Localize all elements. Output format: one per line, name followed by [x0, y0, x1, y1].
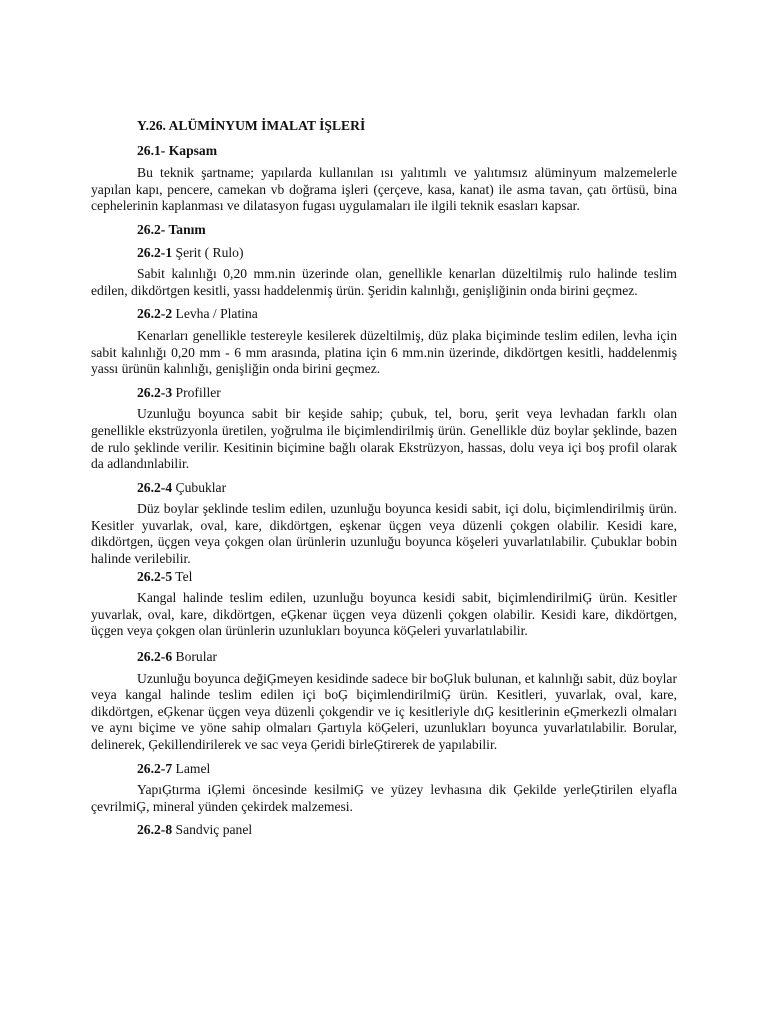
paragraph-borular: Uzunluğu boyunca değiĢmeyen kesidinde sadece bir boĢluk bulunan, et kalınlığı sabit, düz boylar veya kangal halinde teslim edilen içi boĢ biçimlendirilmiĢ ürün. Kesitleri, yuvarlak, oval, kare, dikdörtgen, eĢkenar üçgen veya düzenli çokgendir ve iç kesitleriyle dıĢ kesitlerinin eĢmerkezli olmaları ve aynı biçime ve yöne sahip olmaları Ģartıyla köĢeleri, uzunlukları boyunca yuvarlatılabilir. Borular, delinerek, Ģekillendirilerek ve sac veya Ģeridi birleĢtirerek de yapılabilir.	[91, 670, 677, 752]
subsection-number: 26.2-2	[137, 306, 173, 322]
subsection-heading-sandvic-panel	[91, 822, 677, 839]
subsection-number: 26.2-8	[137, 822, 173, 838]
paragraph-lamel: YapıĢtırma iĢlemi öncesinde kesilmiĢ ve yüzey levhasına dik Ģekilde yerleĢtirilen elyafla çevrilmiĢ, mineral yünden çekirdek malzemesi.	[91, 782, 677, 814]
subsection-number: 26.2-6	[137, 649, 173, 665]
paragraph-cubuklar: Düz boylar şeklinde teslim edilen, uzunluğu boyunca kesidi sabit, içi dolu, biçimlendirilmiş ürün. Kesitler yuvarlak, oval, kare, dikdörtgen, eşkenar üçgen veya düzenli çokgen olabilir. Kesidi kare, dikdörtgen, üçgen veya çokgen olan ürünlerin uzunluğu boyunca köşeleri yuvarlatılabilir. Çubuklar bobin halinde verilebilir.	[91, 501, 677, 567]
section-heading-kapsam: 26.1- Kapsam	[137, 142, 218, 158]
section-heading-tanim: 26.2- Tanım	[137, 221, 206, 237]
subsection-name: Lamel	[175, 760, 211, 776]
subsection-name: Çubuklar	[175, 479, 227, 495]
subsection-number: 26.2-1	[137, 244, 173, 260]
paragraph-levha: Kenarları genellikle testereyle kesilerek düzeltilmiş, düz plaka biçiminde teslim edilen, levha için sabit kalınlığı 0,20 mm - 6 mm arasında, platina için 6 mm.nin üzerinde, dikdörtgen kesitli, haddelenmiş yassı ürünün kalınlığı, genişliğin onda birini geçmez.	[91, 327, 677, 377]
subsection-number: 26.2-4	[137, 479, 173, 495]
paragraph-profiller: Uzunluğu boyunca sabit bir keşide sahip; çubuk, tel, boru, şerit veya levhadan farklı olan genellikle ekstrüzyonla üretilen, yoğrulma ile biçimlendirilmiş ürün. Genellikle düz boylar şeklinde, bazen de rulo şeklinde verilir. Kesitinin biçimine bağlı olarak Ekstrüzyon, hassas, dolu veya içi boş profil olarak da adlandınlabilir.	[91, 406, 677, 472]
paragraph-serit: Sabit kalınlığı 0,20 mm.nin üzerinde olan, genellikle kenarlan düzeltilmiş rulo halinde teslim edilen, dikdörtgen kesitli, yassı haddelenmiş ürün. Şeridin kalınlığı, genişliğinin onda birini geçmez.	[91, 266, 677, 298]
document-body	[91, 118, 677, 844]
subsection-name: Tel	[175, 568, 193, 584]
subsection-heading-tel	[91, 569, 677, 586]
subsection-heading-profiller	[91, 385, 677, 402]
subsection-heading-cubuklar	[91, 480, 677, 497]
subsection-heading-levha	[91, 306, 677, 323]
subsection-name: Profiller	[175, 384, 221, 400]
paragraph-tel: Kangal halinde teslim edilen, uzunluğu boyunca kesidi sabit, biçimlendirilmiĢ ürün. Kesitler yuvarlak, oval, kare, dikdörtgen, eĢkenar üçgen veya düzenli çokgen olabilir. Kesidi kare, dikdörtgen, üçgen veya çokgen olan ürünlerin uzunlukları boyunca köĢeleri yuvarlatılabilir.	[91, 590, 677, 639]
subsection-name: Şerit ( Rulo)	[175, 244, 244, 260]
document-title: Y.26. ALÜMİNYUM İMALAT İŞLERİ	[137, 118, 366, 133]
subsection-number: 26.2-3	[137, 384, 173, 400]
paragraph-kapsam: Bu teknik şartname; yapılarda kullanılan ısı yalıtımlı ve yalıtımsız alüminyum malzemelerle yapılan kapı, pencere, camekan vb doğrama işleri (çerçeve, kasa, kanat) ile asma tavan, çatı örtüsü, bina cephelerinin kaplanması ve dilatasyon fugası uygulamaları ile ilgili teknik esasları kapsar.	[91, 165, 677, 214]
subsection-name: Levha / Platina	[175, 306, 258, 322]
subsection-heading-lamel	[91, 761, 677, 778]
subsection-name: Borular	[175, 649, 218, 665]
subsection-heading-serit	[91, 245, 677, 262]
subsection-number: 26.2-7	[137, 760, 173, 776]
subsection-heading-borular	[91, 649, 677, 666]
subsection-name: Sandviç panel	[175, 822, 253, 838]
subsection-number: 26.2-5	[137, 568, 173, 584]
